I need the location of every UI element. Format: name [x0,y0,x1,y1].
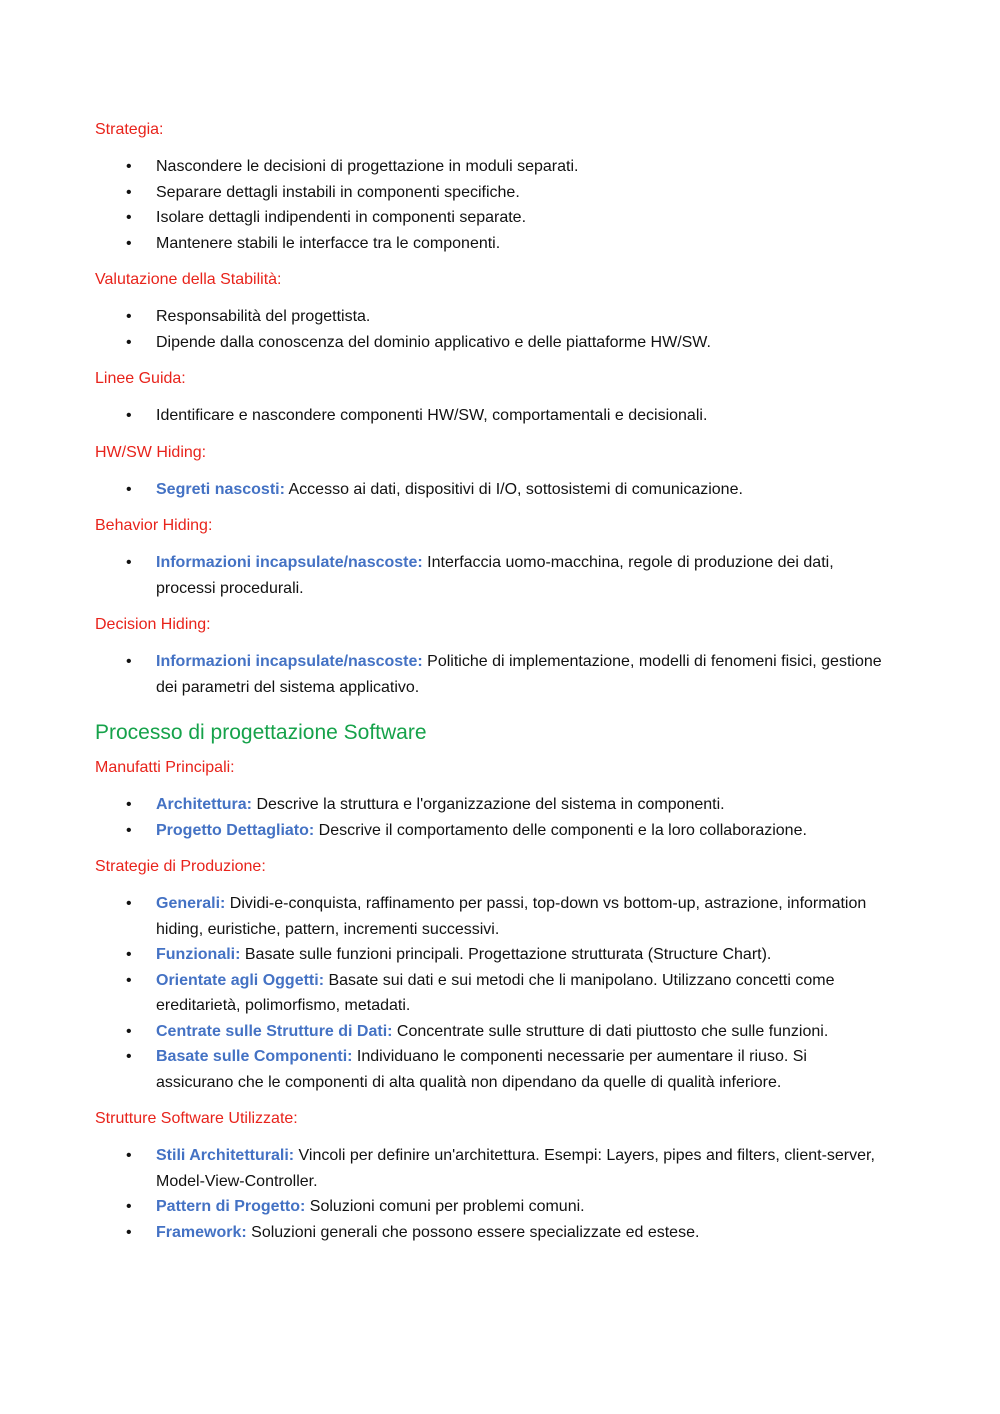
list-item-text: Soluzioni comuni per problemi comuni. [305,1198,585,1215]
list-item [95,1019,885,1045]
list-item [95,154,885,180]
bullet-icon: • [126,407,132,424]
list-item-term: Informazioni incapsulate/nascoste: [156,653,423,670]
list-item [95,330,885,356]
list-item-term: Progetto Dettagliato: [156,821,315,839]
bullet-icon: • [126,895,132,912]
list-item [95,649,885,700]
bullet-icon: • [126,946,132,963]
bullet-icon: • [126,1223,132,1241]
list-item [95,180,885,206]
list-item-text: Nascondere le decisioni di progettazione in moduli separati. [156,158,579,175]
list-item-text: Isolare dettagli indipendenti in componenti separate. [156,209,527,226]
list-item-term: Architettura: [156,796,253,813]
bullet-list [95,1143,885,1245]
list-item-text: Vincoli per definire un'architettura. Esempi: Layers, pipes and filters, client-server, Model-View-Controller. [156,1147,875,1190]
bullet-list [95,550,885,601]
list-item-term: Segreti nascosti: [156,480,285,498]
list-item [95,968,885,1019]
list-item-text: Accesso ai dati, dispositivi di I/O, sottosistemi di comunicazione. [284,480,743,498]
list-item-text: Descrive il comportamento delle componenti e la loro collaborazione. [314,821,807,839]
heading-linee-guida: Linee Guida: [95,370,186,387]
bullet-icon: • [126,1048,132,1065]
list-item-term: Funzionali: [156,946,241,963]
bullet-list [95,891,885,1095]
heading-strutture-software: Strutture Software Utilizzate: [95,1110,298,1127]
list-item-term: Informazioni incapsulate/nascoste: [156,554,423,571]
list-item-term: Basate sulle Componenti: [156,1048,353,1065]
bullet-list [95,649,885,700]
list-item [95,792,885,818]
list-item-text: Responsabilità del progettista. [156,308,371,325]
bullet-list [95,304,885,355]
list-item-text: Basate sulle funzioni principali. Progettazione strutturata (Structure Chart). [240,946,772,963]
document-page [95,118,885,1257]
bullet-icon: • [126,158,132,175]
heading-manufatti-principali: Manufatti Principali: [95,759,235,776]
list-item [95,1044,885,1095]
list-item-text: Basate sui dati e sui metodi che li manipolano. Utilizzano concetti come ereditarietà, polimorfismo, metadati. [156,971,835,1014]
list-item [95,304,885,330]
list-item-term: Stili Architetturali: [156,1147,295,1164]
list-item-term: Orientate agli Oggetti: [156,971,325,989]
bullet-icon: • [126,796,132,813]
heading-strategia: Strategia: [95,121,164,138]
heading-hwsw-hiding: HW/SW Hiding: [95,443,207,461]
list-item-text: Interfaccia uomo-macchina, regole di produzione dei dati, processi procedurali. [156,554,834,597]
list-item [95,477,885,503]
heading-decision-hiding: Decision Hiding: [95,616,211,633]
list-item [95,1220,885,1246]
list-item-term: Generali: [156,895,226,912]
bullet-list [95,792,885,843]
bullet-icon: • [126,480,132,498]
bullet-icon: • [126,183,132,201]
bullet-icon: • [126,554,132,571]
list-item [95,550,885,601]
list-item-text: Dividi-e-conquista, raffinamento per passi, top-down vs bottom-up, astrazione, information hiding, euristiche, pattern, incrementi successivi. [156,895,867,938]
bullet-icon: • [126,1022,132,1040]
list-item [95,818,885,844]
bullet-icon: • [126,821,132,839]
list-item [95,205,885,231]
bullet-list [95,403,885,429]
list-item-term: Framework: [156,1223,247,1241]
section-title-processo: Processo di progettazione Software [95,721,427,744]
list-item-term: Pattern di Progetto: [156,1198,306,1215]
list-item-term: Centrate sulle Strutture di Dati: [156,1022,393,1040]
list-item-text: Dipende dalla conoscenza del dominio applicativo e delle piattaforme HW/SW. [156,333,711,351]
bullet-icon: • [126,1198,132,1215]
list-item-text: Separare dettagli instabili in componenti specifiche. [156,183,520,201]
bullet-icon: • [126,971,132,989]
list-item-text: Concentrate sulle strutture di dati piuttosto che sulle funzioni. [392,1022,829,1040]
bullet-icon: • [126,308,132,325]
bullet-icon: • [126,234,132,252]
bullet-icon: • [126,209,132,226]
heading-strategie-produzione: Strategie di Produzione: [95,858,266,875]
heading-behavior-hiding: Behavior Hiding: [95,517,213,534]
bullet-list [95,477,885,503]
list-item [95,942,885,968]
list-item [95,1194,885,1220]
list-item [95,1143,885,1194]
bullet-icon: • [126,1147,132,1164]
bullet-icon: • [126,653,132,670]
bullet-list [95,154,885,256]
heading-valutazione-stabilita: Valutazione della Stabilità: [95,271,282,288]
list-item [95,403,885,429]
bullet-icon: • [126,333,132,351]
list-item-text: Politiche di implementazione, modelli di fenomeni fisici, gestione dei parametri del sistema applicativo. [156,653,882,696]
list-item [95,891,885,942]
list-item-text: Individuano le componenti necessarie per aumentare il riuso. Si assicurano che le componenti di alta qualità non dipendano da quelle di qualità inferiore. [156,1048,807,1091]
list-item-text: Mantenere stabili le interfacce tra le componenti. [156,234,501,252]
list-item-text: Soluzioni generali che possono essere specializzate ed estese. [246,1223,700,1241]
list-item [95,231,885,257]
list-item-text: Descrive la struttura e l'organizzazione del sistema in componenti. [252,796,725,813]
list-item-text: Identificare e nascondere componenti HW/SW, comportamentali e decisionali. [156,407,708,424]
